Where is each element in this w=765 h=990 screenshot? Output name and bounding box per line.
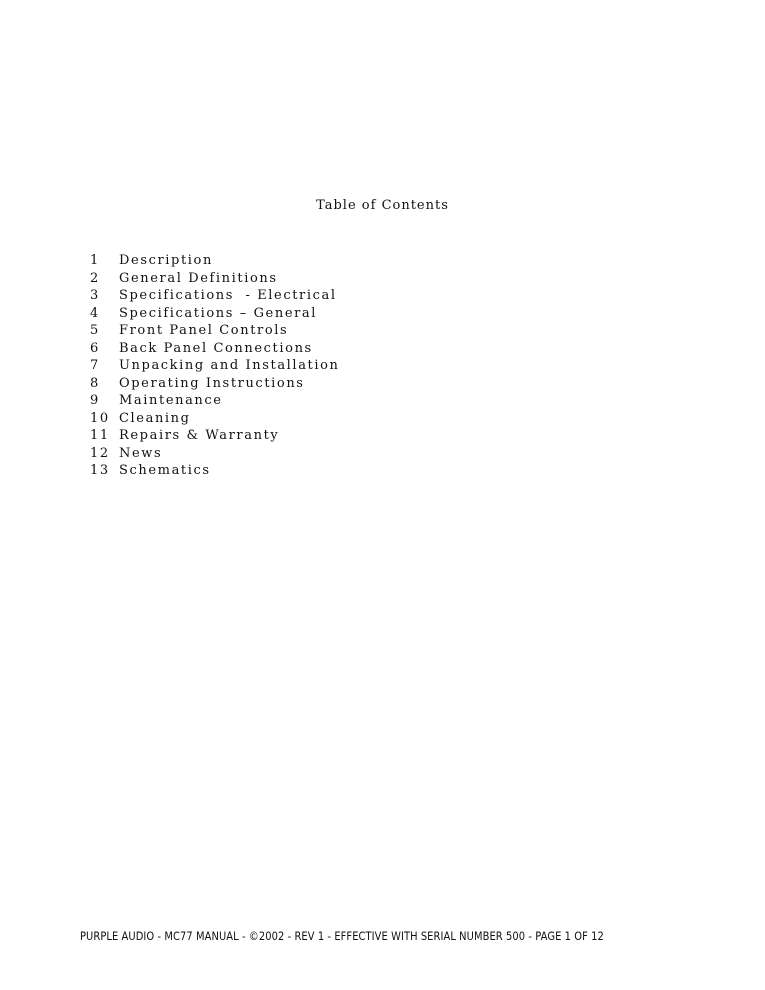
toc-entry-title: Specifications - Electrical <box>119 288 337 303</box>
toc-entry-number: 3 <box>90 288 100 303</box>
toc-entry-number: 12 <box>90 445 110 461</box>
toc-entry <box>90 427 340 445</box>
toc-entry <box>90 357 340 375</box>
page-footer: PURPLE AUDIO - MC77 MANUAL - ©2002 - REV 1 - EFFECTIVE WITH SERIAL NUMBER 500 - PAGE 1 OF 12 <box>80 929 604 943</box>
toc-entry <box>90 410 340 428</box>
toc-entry-number: 11 <box>90 428 110 443</box>
toc-entry-number: 2 <box>90 270 100 286</box>
toc-entry-title: Description <box>119 253 213 268</box>
toc-entry-number: 7 <box>90 358 100 373</box>
toc-entry <box>90 287 340 305</box>
toc-entry <box>90 445 340 463</box>
toc-list <box>90 252 340 480</box>
toc-entry-title: Unpacking and Installation <box>119 358 340 373</box>
toc-entry-title: Front Panel Controls <box>119 323 289 338</box>
toc-entry-number: 9 <box>90 393 100 408</box>
toc-entry-title: Cleaning <box>119 410 191 426</box>
toc-entry-title: Repairs & Warranty <box>119 428 280 443</box>
toc-entry-title: Schematics <box>119 463 211 478</box>
toc-entry-number: 8 <box>90 375 100 391</box>
toc-entry <box>90 340 340 358</box>
toc-entry <box>90 322 340 340</box>
toc-entry-number: 6 <box>90 340 100 356</box>
toc-entry-title: Operating Instructions <box>119 375 305 391</box>
toc-entry-number: 13 <box>90 463 110 478</box>
toc-entry-title: News <box>119 445 163 461</box>
toc-entry-title: Maintenance <box>119 393 223 408</box>
toc-entry <box>90 392 340 410</box>
toc-heading: Table of Contents <box>316 198 449 213</box>
toc-entry-title: General Definitions <box>119 270 278 286</box>
toc-entry <box>90 305 340 323</box>
toc-entry-number: 4 <box>90 305 100 321</box>
toc-entry-title: Back Panel Connections <box>119 340 313 356</box>
toc-entry-title: Specifications – General <box>119 305 318 321</box>
toc-entry-number: 10 <box>90 410 110 426</box>
toc-entry <box>90 462 340 480</box>
toc-entry-number: 1 <box>90 253 100 268</box>
toc-entry-number: 5 <box>90 323 100 338</box>
toc-entry <box>90 375 340 393</box>
toc-entry <box>90 252 340 270</box>
toc-entry <box>90 270 340 288</box>
